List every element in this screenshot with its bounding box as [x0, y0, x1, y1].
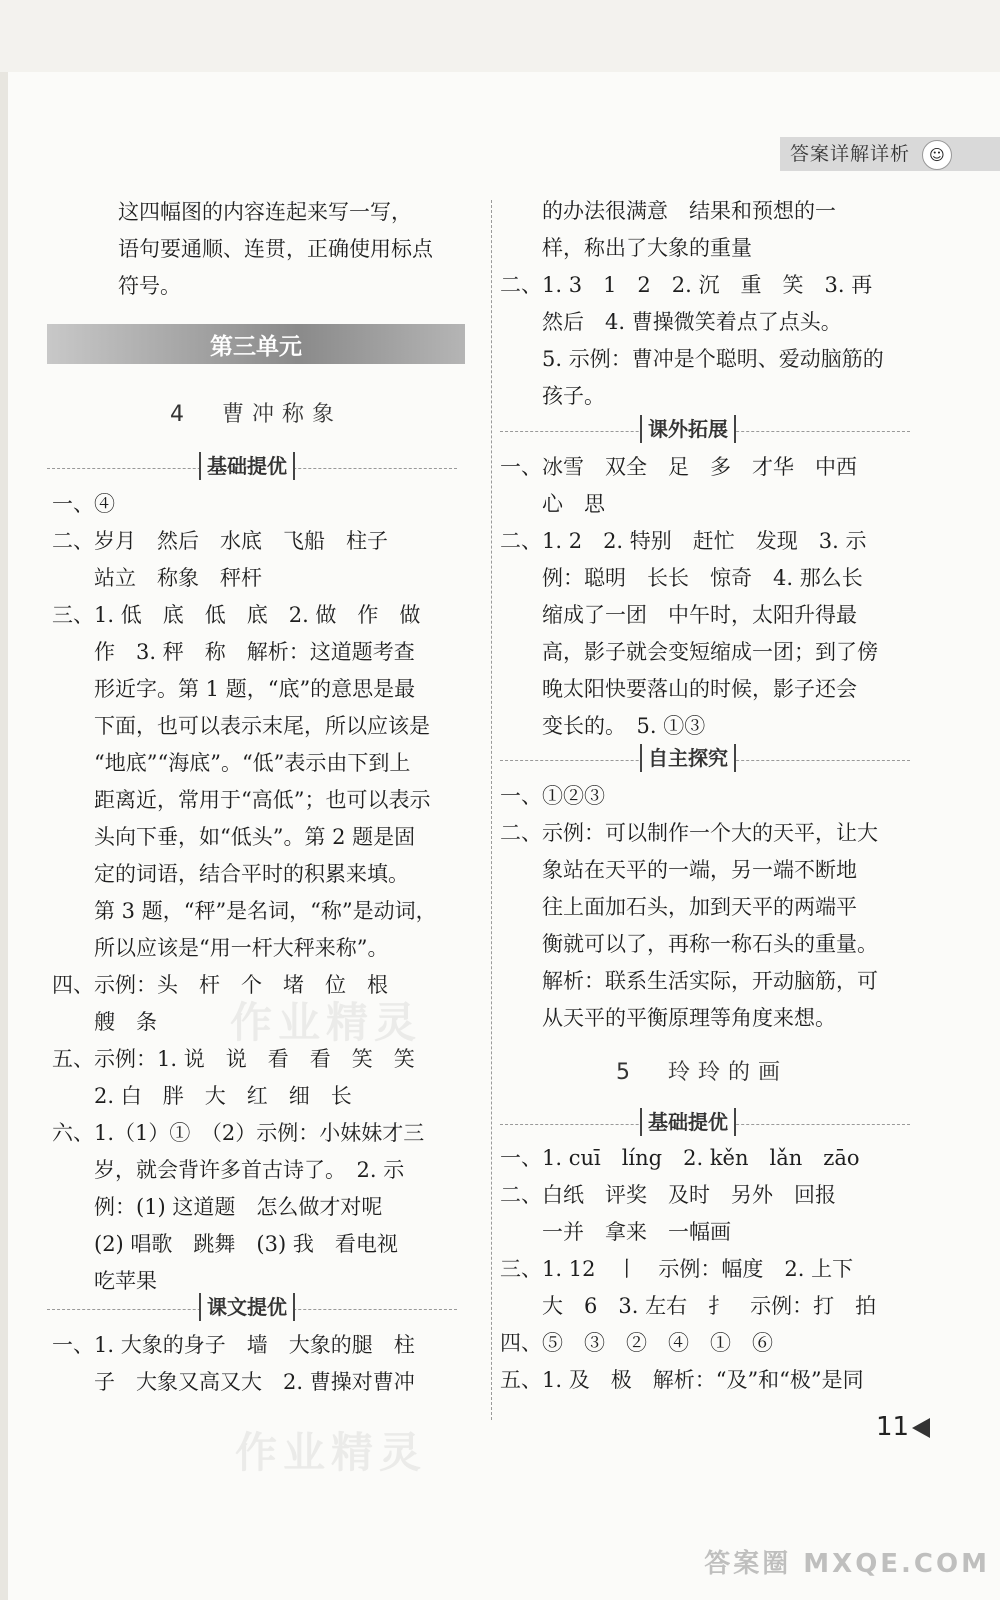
answer-line: 六、1.（1）① （2）示例：小妹妹才三 — [52, 1121, 425, 1145]
corner-watermark: 答案圈 MXQE.COM — [704, 1549, 990, 1579]
section-header-jichu-1 — [47, 452, 457, 482]
answer-line: 解析：联系生活实际，开动脑筋，可 — [500, 969, 878, 993]
answer-line: (2) 唱歌 跳舞 (3) 我 看电视 — [52, 1232, 398, 1256]
answer-line: 5. 示例：曹冲是个聪明、爱动脑筋的 — [500, 347, 884, 371]
binding-spine — [0, 72, 8, 1600]
answer-line: 一、1. 大象的身子 墙 大象的腿 柱 — [52, 1333, 415, 1357]
answer-line: 从天平的平衡原理等角度来想。 — [500, 1006, 836, 1030]
unit-title: 第三单元 — [210, 334, 302, 360]
column-divider — [491, 200, 492, 1420]
answer-line: 孩子。 — [500, 384, 605, 408]
lesson-title-4: 4 曹冲称象 — [170, 402, 342, 427]
section-label: 课外拓展 — [640, 415, 736, 443]
watermark: 作业精灵 — [235, 1428, 428, 1477]
answer-line: 象站在天平的一端，另一端不断地 — [500, 858, 857, 882]
page-number: 11 — [876, 1412, 910, 1442]
smiley-icon: ☺ — [922, 140, 952, 170]
answer-line: 二、1. 3 1 2 2. 沉 重 笑 3. 再 — [500, 273, 873, 297]
answer-line: 作 3. 秤 称 解析：这道题考查 — [52, 640, 415, 664]
answer-line: 一、冰雪 双全 足 多 才华 中西 — [500, 455, 857, 479]
answer-line: 的办法很满意 结果和预想的一 — [500, 199, 836, 223]
answer-line: 二、1. 2 2. 特别 赶忙 发现 3. 示 — [500, 529, 867, 553]
answer-line: 晚太阳快要落山的时候，影子还会 — [500, 677, 857, 701]
answer-line: 一、①②③ — [500, 784, 605, 808]
section-label: 课文提优 — [199, 1293, 295, 1321]
answer-line: 一并 拿来 一幅画 — [500, 1220, 731, 1244]
answer-line: 头向下垂，如“低头”。第 2 题是固 — [52, 825, 416, 849]
answer-line: 五、示例：1. 说 说 看 看 笑 笑 — [52, 1047, 415, 1071]
answer-line: 2. 白 胖 大 红 细 长 — [52, 1084, 352, 1108]
section-label: 基础提优 — [640, 1108, 736, 1136]
answer-line: 形近字。第 1 题，“底”的意思是最 — [52, 677, 416, 701]
answer-line: 例：(1) 这道题 怎么做才对呢 — [52, 1195, 383, 1219]
answer-line: 语句要通顺、连贯，正确使用标点 — [118, 237, 433, 261]
answer-line: 心 思 — [500, 492, 605, 516]
section-header-zizhu — [500, 744, 910, 774]
answer-line: 吃苹果 — [52, 1269, 157, 1293]
section-header-kewen — [47, 1293, 457, 1323]
answer-line: 高，影子就会变短缩成一团；到了傍 — [500, 640, 878, 664]
answer-line: 三、1. 低 底 低 底 2. 做 作 做 — [52, 603, 421, 627]
unit-banner — [47, 324, 465, 364]
answer-line: 子 大象又高又大 2. 曹操对曹冲 — [52, 1370, 415, 1394]
answer-line: 三、1. 12 丨 示例：幅度 2. 上下 — [500, 1257, 854, 1281]
answer-line: 例：聪明 长长 惊奇 4. 那么长 — [500, 566, 863, 590]
answer-line: 样，称出了大象的重量 — [500, 236, 752, 260]
answer-line: 大 6 3. 左右 扌 示例：打 拍 — [500, 1294, 877, 1318]
answer-line: 二、示例：可以制作一个大的天平，让大 — [500, 821, 878, 845]
answer-line: 第 3 题，“秤”是名词，“称”是动词， — [52, 899, 437, 923]
answer-line: 所以应该是“用一杆大秤来称”。 — [52, 936, 389, 960]
answer-line: 距离近，常用于“高低”；也可以表示 — [52, 788, 431, 812]
answer-line: 缩成了一团 中午时，太阳升得最 — [500, 603, 857, 627]
answer-line: 四、⑤ ③ ② ④ ① ⑥ — [500, 1331, 773, 1355]
answer-line: 定的词语，结合平时的积累来填。 — [52, 862, 409, 886]
answer-line: 岁，就会背许多首古诗了。 2. 示 — [52, 1158, 405, 1182]
answer-line: 往上面加石头，加到天平的两端平 — [500, 895, 857, 919]
answer-line: 站立 称象 秤杆 — [52, 566, 262, 590]
answer-line: “地底”“海底”。“低”表示由下到上 — [52, 751, 411, 775]
page-arrow-icon — [912, 1418, 930, 1438]
section-header-kewai — [500, 415, 910, 445]
watermark: 作业精灵 — [230, 998, 423, 1047]
answer-line: 然后 4. 曹操微笑着点了点头。 — [500, 310, 842, 334]
section-label: 基础提优 — [199, 452, 295, 480]
answer-line: 艘 条 — [52, 1010, 157, 1034]
answer-line: 一、1. cuī líng 2. kěn lǎn zāo — [500, 1146, 860, 1170]
answer-line: 一、④ — [52, 492, 115, 516]
answer-line: 二、岁月 然后 水底 飞船 柱子 — [52, 529, 388, 553]
answer-line: 二、白纸 评奖 及时 另外 回报 — [500, 1183, 836, 1207]
header-title: 答案详解详析 — [790, 143, 911, 165]
answer-line: 五、1. 及 极 解析：“及”和“极”是同 — [500, 1368, 864, 1392]
answer-line: 符号。 — [118, 274, 181, 298]
section-label: 自主探究 — [640, 744, 736, 772]
section-header-jichu-2 — [500, 1108, 910, 1138]
answer-line: 衡就可以了，再称一称石头的重量。 — [500, 932, 878, 956]
answer-line: 下面，也可以表示末尾，所以应该是 — [52, 714, 430, 738]
answer-line: 这四幅图的内容连起来写一写， — [118, 200, 412, 224]
lesson-title-5: 5 玲玲的画 — [616, 1060, 788, 1085]
answer-line: 四、示例：头 杆 个 堵 位 根 — [52, 973, 388, 997]
answer-line: 变长的。 5. ①③ — [500, 714, 706, 738]
